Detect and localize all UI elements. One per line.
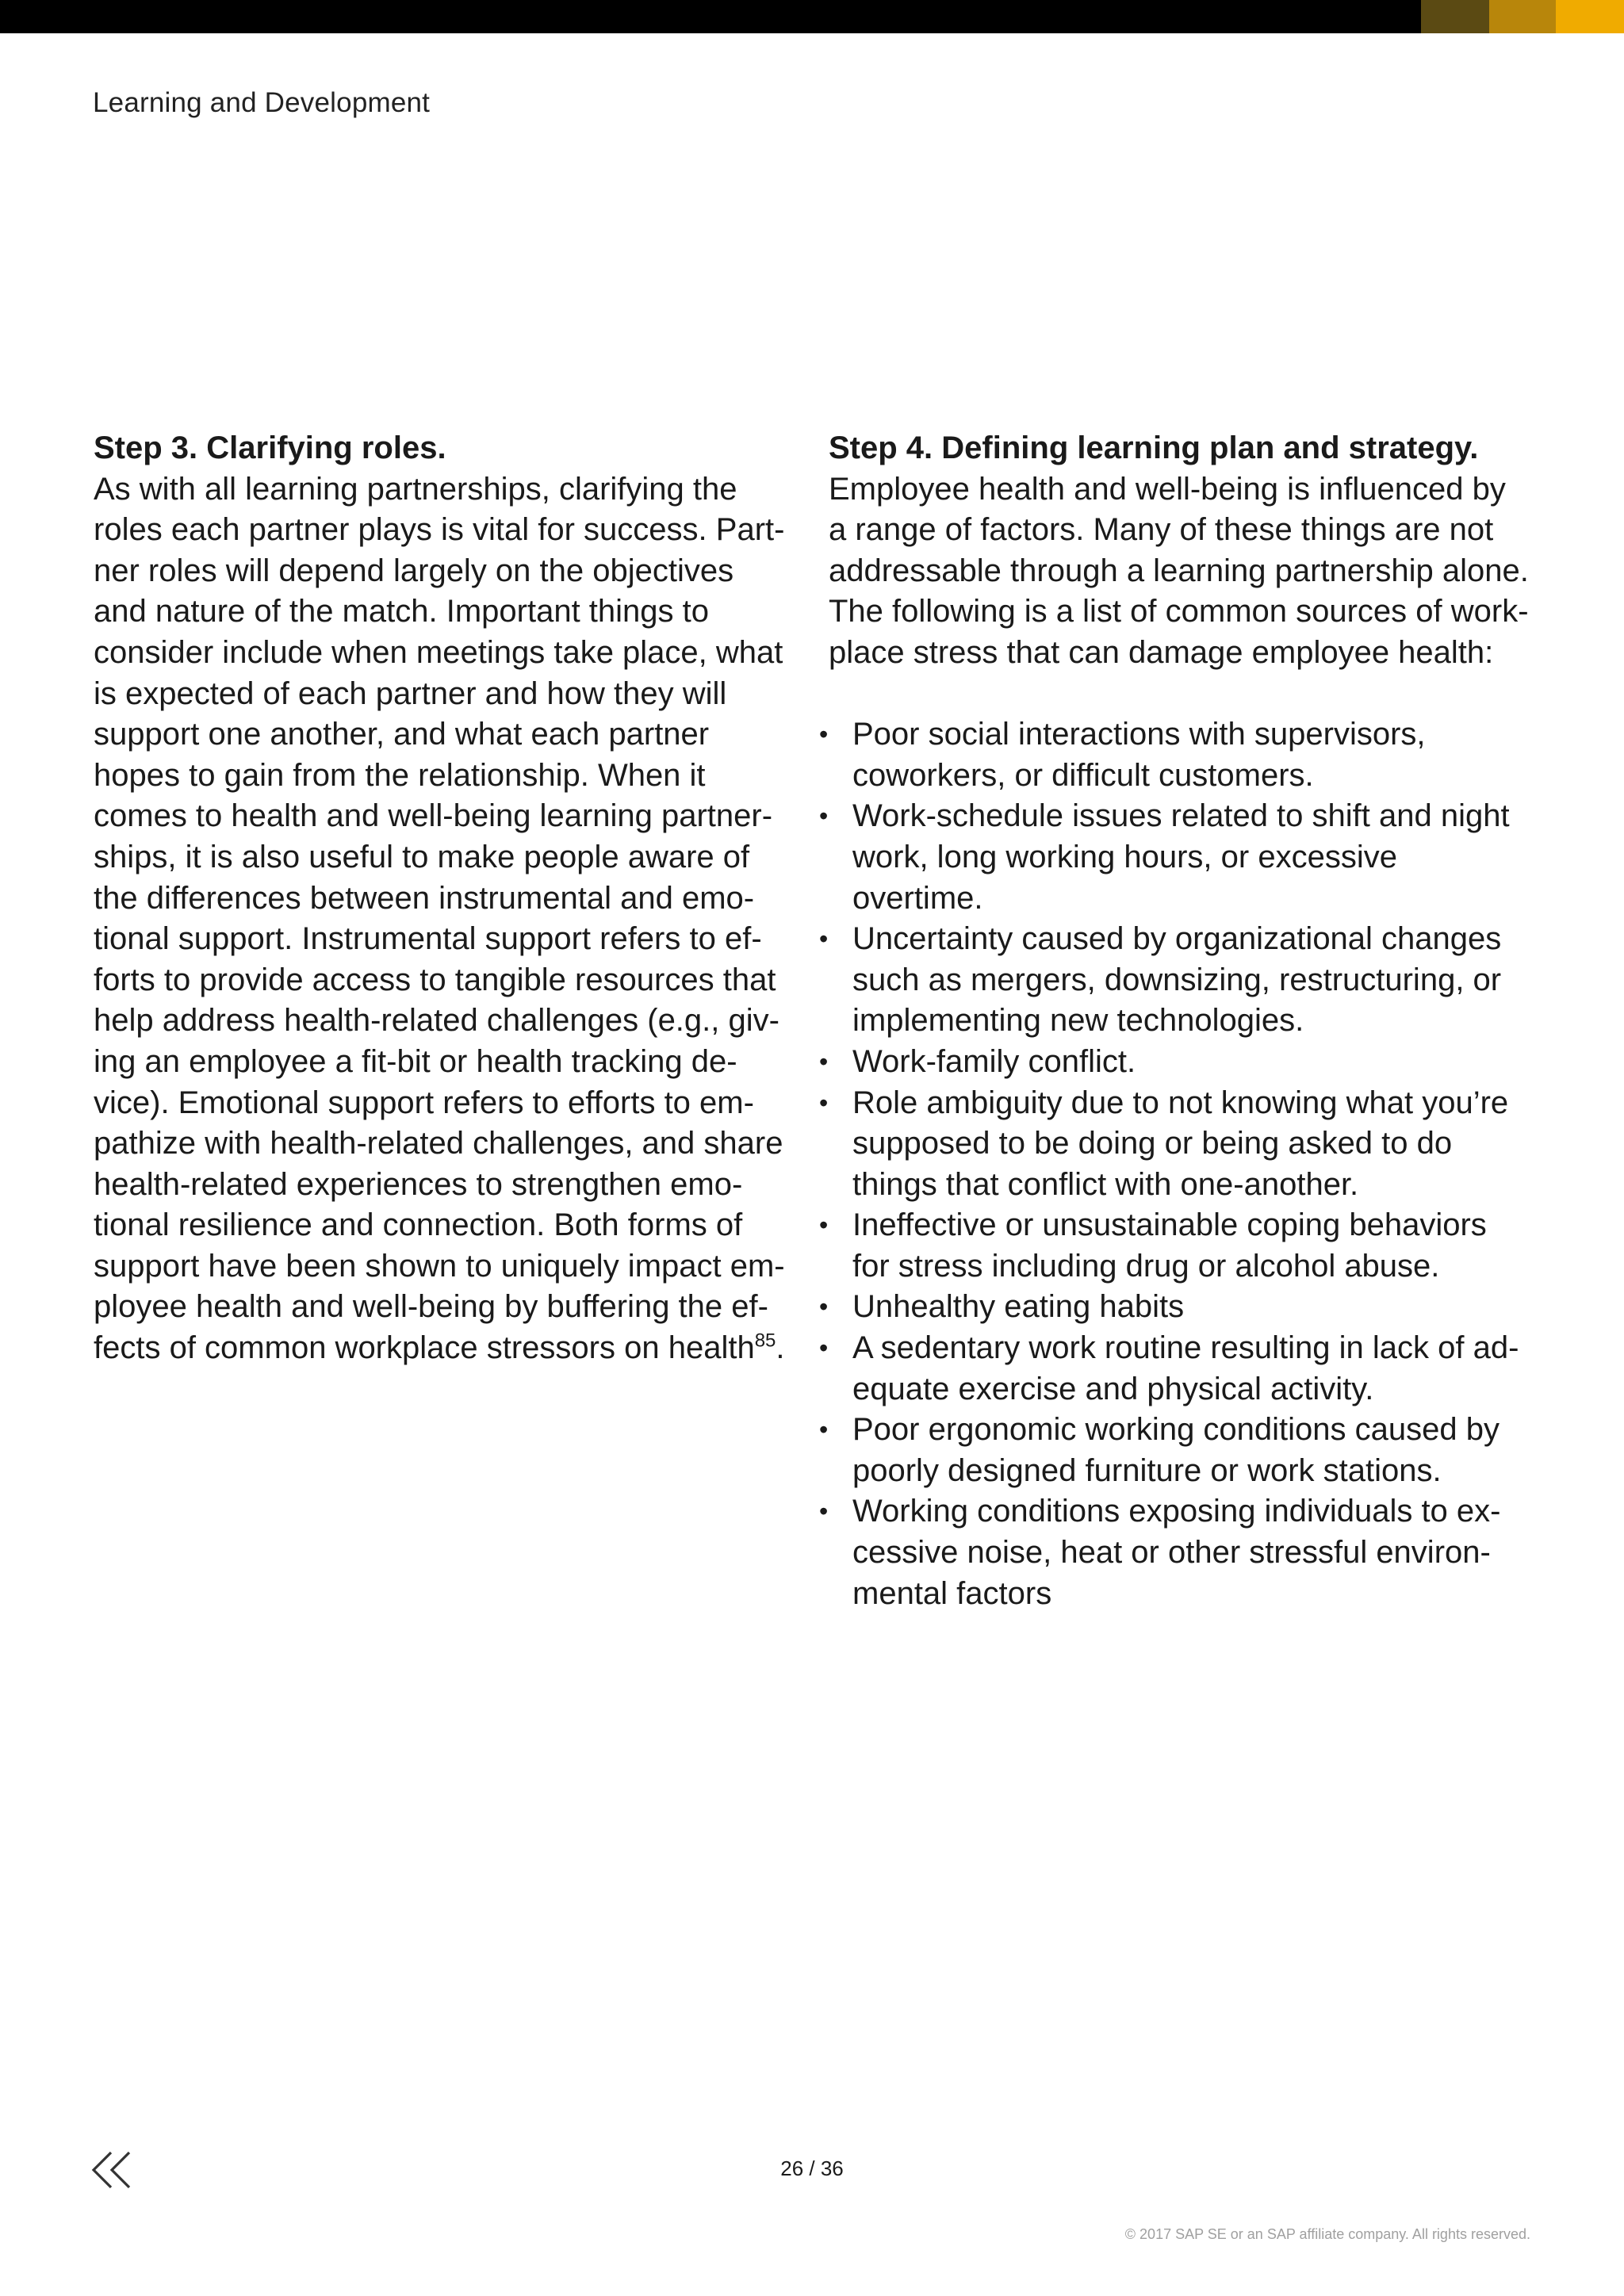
list-item	[829, 796, 1542, 919]
list-item-line: implementing new technologies.	[852, 1003, 1304, 1039]
accent-swatch-dark	[1421, 0, 1489, 33]
list-item	[829, 1491, 1542, 1614]
left-column	[94, 428, 807, 1369]
accent-swatch-mid	[1489, 0, 1556, 33]
paragraph-line: and nature of the match. Important things to	[94, 594, 710, 629]
list-item-line: • Role ambiguity due to not knowing what you’re	[852, 1085, 1509, 1120]
paragraph-line: the differences between instrumental and emo-	[94, 880, 755, 916]
paragraph-line: ing an employee a fit-bit or health tracking de-	[94, 1043, 737, 1079]
list-item-line: things that conflict with one-another.	[852, 1166, 1359, 1202]
list-item-line: • Working conditions exposing individuals to ex-	[852, 1494, 1501, 1529]
list-item-line: overtime.	[852, 880, 983, 916]
stress-sources-list	[829, 714, 1542, 1614]
paragraph-line: comes to health and well-being learning partner-	[94, 798, 773, 834]
paragraph-line-end: .	[776, 1330, 785, 1366]
list-item-line: mental factors	[852, 1575, 1052, 1611]
step-4-paragraph	[829, 469, 1542, 674]
list-item-line: • Poor ergonomic working conditions caused by	[852, 1412, 1500, 1448]
step-3-heading: Step 3. Clarifying roles.	[94, 430, 446, 465]
list-item-line: work, long working hours, or excessive	[852, 839, 1397, 874]
list-item-line: • Uncertainty caused by organizational changes	[852, 921, 1502, 957]
paragraph-line: support have been shown to uniquely impact em-	[94, 1248, 785, 1284]
list-item	[829, 1083, 1542, 1206]
list-item-line: • Ineffective or unsustainable coping behaviors	[852, 1207, 1487, 1243]
paragraph-line: As with all learning partnerships, clarifying the	[94, 471, 737, 507]
paragraph-line: support one another, and what each partner	[94, 717, 710, 752]
page-header-title: Learning and Development	[93, 87, 431, 118]
list-item	[829, 1042, 1542, 1083]
list-item	[829, 714, 1542, 796]
paragraph-line: ner roles will depend largely on the objectives	[94, 553, 734, 588]
list-item-line: supposed to be doing or being asked to do	[852, 1126, 1453, 1161]
paragraph-line: help address health-related challenges (e.g., giv-	[94, 1003, 779, 1039]
list-item	[829, 919, 1542, 1042]
paragraph-line: a range of factors. Many of these things are not	[829, 512, 1494, 548]
right-column	[829, 428, 1542, 1614]
paragraph-line: addressable through a learning partnership alone.	[829, 553, 1529, 588]
list-item-line: • Work-schedule issues related to shift and night	[852, 798, 1510, 834]
footnote-marker[interactable]: 85	[754, 1330, 776, 1352]
paragraph-line: ployee health and well-being by buffering the ef-	[94, 1289, 768, 1325]
paragraph-line: is expected of each partner and how they will	[94, 675, 727, 711]
paragraph-line: pathize with health-related challenges, and share	[94, 1126, 783, 1161]
step-4-heading: Step 4. Defining learning plan and strategy.	[829, 430, 1479, 465]
list-item-line: • A sedentary work routine resulting in lack of ad-	[852, 1330, 1519, 1366]
accent-swatch-gold	[1556, 0, 1624, 33]
paragraph-line: roles each partner plays is vital for success. Part-	[94, 512, 785, 548]
copyright-notice: © 2017 SAP SE or an SAP affiliate company. All rights reserved.	[1124, 2226, 1530, 2242]
paragraph-line: vice). Emotional support refers to efforts to em-	[94, 1085, 754, 1120]
list-item	[829, 1205, 1542, 1287]
top-bar	[0, 0, 1624, 33]
paragraph-line-text: fects of common workplace stressors on health	[94, 1330, 755, 1366]
list-item-line: equate exercise and physical activity.	[852, 1371, 1374, 1406]
step-3-paragraph	[94, 469, 807, 1328]
list-item-line: • Unhealthy eating habits	[852, 1289, 1185, 1325]
list-item	[829, 1328, 1542, 1410]
list-item-line: • Poor social interactions with supervisors,	[852, 717, 1426, 752]
list-item-line: poorly designed furniture or work stations.	[852, 1452, 1442, 1488]
paragraph-line: tional support. Instrumental support refers to ef-	[94, 921, 762, 957]
list-item-line: cessive noise, heat or other stressful environ-	[852, 1535, 1491, 1571]
paragraph-line: forts to provide access to tangible resources that	[94, 962, 776, 997]
list-item-line: • Work-family conflict.	[852, 1043, 1136, 1079]
paragraph-line	[94, 1328, 807, 1369]
paragraph-line: hopes to gain from the relationship. When it	[94, 757, 706, 793]
paragraph-line: health-related experiences to strengthen emo-	[94, 1166, 743, 1202]
list-item	[829, 1287, 1542, 1328]
paragraph-line: ships, it is also useful to make people aware of	[94, 839, 750, 874]
paragraph-line: The following is a list of common sources of work-	[829, 594, 1529, 629]
list-item	[829, 1410, 1542, 1491]
page-number: 26 / 36	[780, 2156, 844, 2180]
paragraph-line: tional resilience and connection. Both forms of	[94, 1207, 743, 1243]
list-item-line: such as mergers, downsizing, restructuring, or	[852, 962, 1502, 997]
list-item-line: coworkers, or difficult customers.	[852, 757, 1314, 793]
paragraph-line: Employee health and well-being is influenced by	[829, 471, 1506, 507]
list-item-line: for stress including drug or alcohol abuse.	[852, 1248, 1440, 1284]
paragraph-line: consider include when meetings take place, what	[94, 634, 783, 670]
paragraph-line: place stress that can damage employee health:	[829, 634, 1494, 670]
